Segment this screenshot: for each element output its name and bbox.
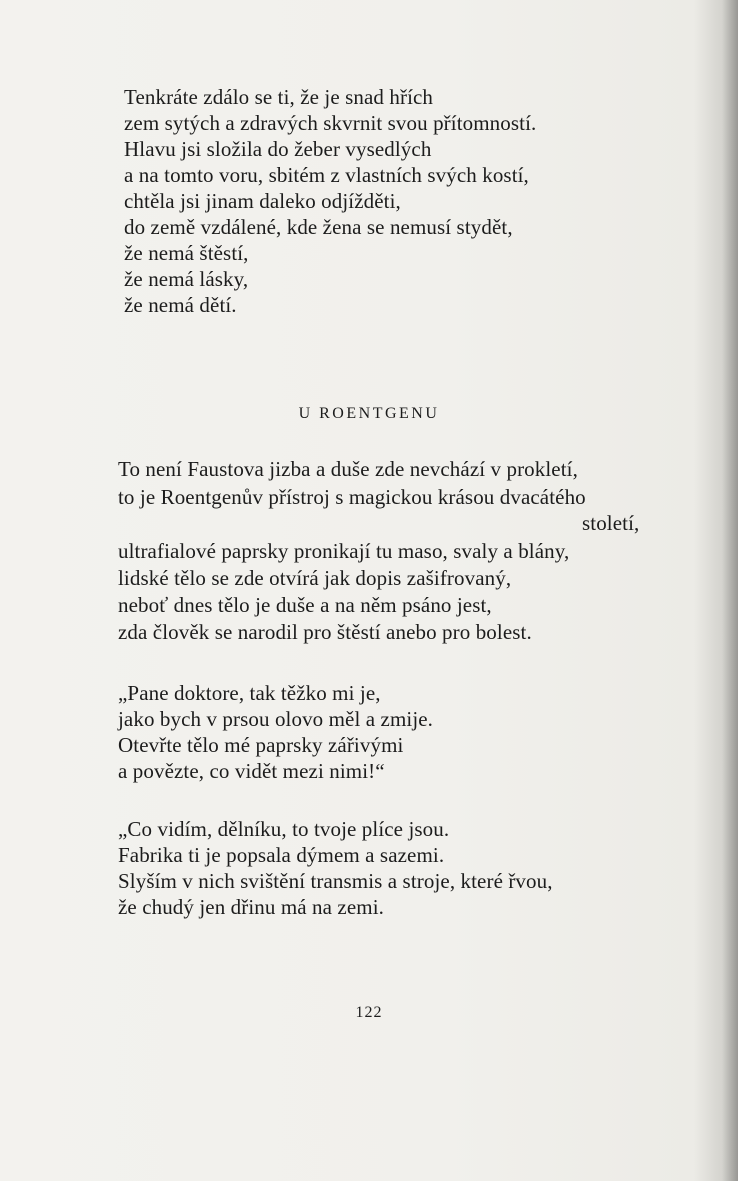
poem-line: a povězte, co vidět mezi nimi!“ xyxy=(118,759,385,783)
poem-line: že chudý jen dřinu má na zemi. xyxy=(118,895,384,919)
poem-line: To není Faustova jizba a duše zde nevchází v prokletí, xyxy=(118,457,578,481)
poem-line: ultrafialové paprsky pronikají tu maso, svaly a blány, xyxy=(118,539,570,563)
poem-line: Otevřte tělo mé paprsky zářivými xyxy=(118,733,404,757)
poem-line: zda člověk se narodil pro štěstí anebo pro bolest. xyxy=(118,620,532,644)
poem-line: lidské tělo se zde otvírá jak dopis zašifrovaný, xyxy=(118,566,512,590)
poem-line-continuation: století, xyxy=(582,511,640,535)
poem-line: „Pane doktore, tak těžko mi je, xyxy=(118,681,381,705)
poem-line: že nemá štěstí, xyxy=(124,241,249,265)
poem-line: že nemá lásky, xyxy=(124,267,249,291)
poem-line: Tenkráte zdálo se ti, že je snad hřích xyxy=(124,85,434,109)
page-number: 122 xyxy=(355,1004,383,1021)
poem-line: „Co vidím, dělníku, to tvoje plíce jsou. xyxy=(118,817,450,841)
section-title: U ROENTGENU xyxy=(298,405,440,422)
poem-line: jako bych v prsou olovo měl a zmije. xyxy=(118,707,434,731)
poem-line: Hlavu jsi složila do žeber vysedlých xyxy=(124,137,432,161)
poem-line: a na tomto voru, sbitém z vlastních svých kostí, xyxy=(124,163,529,187)
poem-line: do země vzdálené, kde žena se nemusí stydět, xyxy=(124,215,513,239)
poem-line: že nemá dětí. xyxy=(124,293,237,317)
poem-line: zem sytých a zdravých skvrnit svou přítomností. xyxy=(124,111,537,135)
poem-line: Slyším v nich svištění transmis a stroje, které řvou, xyxy=(118,869,553,893)
poem-line: Fabrika ti je popsala dýmem a sazemi. xyxy=(118,843,445,867)
poem-line: to je Roentgenův přístroj s magickou krásou dvacátého xyxy=(118,485,586,509)
poem-line: chtěla jsi jinam daleko odjížděti, xyxy=(124,189,401,213)
poem-line: neboť dnes tělo je duše a na něm psáno jest, xyxy=(118,593,492,617)
